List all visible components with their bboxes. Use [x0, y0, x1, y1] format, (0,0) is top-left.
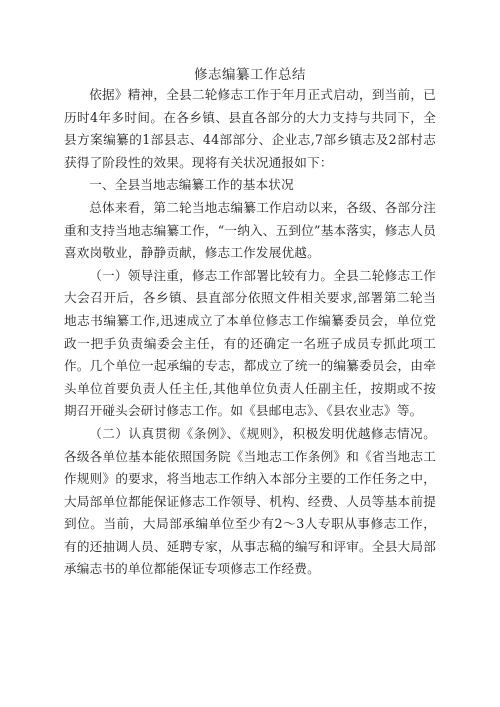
- paragraph-overview: 总体来看，第二轮当地志编纂工作启动以来，各级、各部分注重和支持当地志编纂工作，“一纳入、五到位”基本落实，修志人员喜欢岗敬业，静静贡献，修志工作发展优越。: [64, 199, 436, 261]
- paragraph-leadership: （一）领导注重，修志工作部署比较有力。全县二轮修志工作大会召开后，各乡镇、县直部分依照文件相关要求,部署第二轮当地志书编纂工作,迅速成立了本单位修志工作编纂委员会，单位党政一把手负责编委会主任，有的还确定一名班子成员专抓此项工作。几个单位一起承编的专志，都成立了统一的编纂委员会，由牵头单位首要负责人任主任,其他单位负责人任副主任，按期或不按期召开碰头会研讨修志工作。如《县邮电志》、《县农业志》等。: [64, 267, 436, 419]
- document-title: 修志编纂工作总结: [194, 67, 306, 83]
- section-heading-basic-status: 一、全县当地志编纂工作的基本状况: [89, 177, 294, 193]
- paragraph-intro: 依据》精神，全县二轮修志工作于年月正式启动，到当前，已历时4年多时间。在各乡镇、县直各部分的大力支持与共同下，全县方案编纂的1部县志、44部部分、企业志,7部乡镇志及2部村志获得了阶段性的效果。现将有关状况通报如下：: [64, 87, 436, 170]
- document-body: [64, 84, 436, 581]
- paragraph-regulations: （二）认真贯彻《条例》、《规则》，积极发明优越修志情况。各级各单位基本能依照国务院《当地志工作条例》和《省当地志工作规则》的要求，将当地志工作纳入本部分主要的工作任务之中，大局部单位都能保证修志工作领导、机构、经费、人员等基本前提到位。当前，大局部承编单位至少有2～3人专职从事修志工作，有的还抽调人员、延聘专家，从事志稿的编写和评审。全县大局部承编志书的单位都能保证专项修志工作经费。: [64, 425, 436, 577]
